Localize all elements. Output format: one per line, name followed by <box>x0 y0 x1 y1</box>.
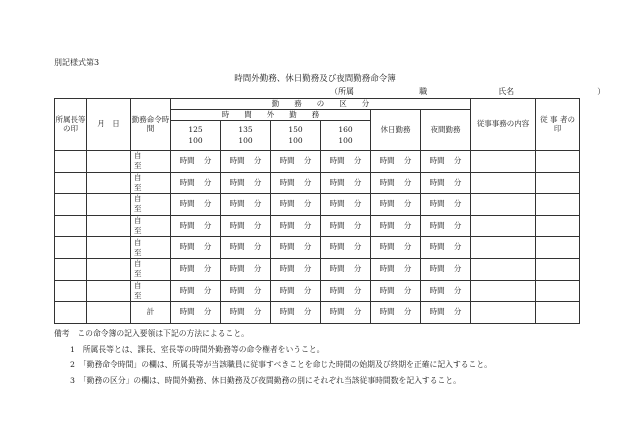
hours-minutes-cell[interactable] <box>421 280 471 302</box>
order-time-cell[interactable] <box>131 258 171 280</box>
hour-unit: 時間 <box>429 199 445 209</box>
to-label: 至 <box>134 290 142 300</box>
minute-unit: 分 <box>353 177 362 187</box>
hours-minutes-cell[interactable] <box>171 151 221 173</box>
minute-unit: 分 <box>403 242 412 252</box>
night-work-header: 夜間勤務 <box>421 110 471 151</box>
hours-minutes-cell[interactable] <box>421 151 471 173</box>
hours-minutes-cell[interactable] <box>321 215 371 237</box>
notes-section <box>54 326 492 388</box>
hours-minutes-cell[interactable] <box>421 237 471 259</box>
work-content-cell[interactable] <box>471 258 536 280</box>
hour-unit: 時間 <box>379 307 395 317</box>
minute-unit: 分 <box>453 220 462 230</box>
worker-seal-cell[interactable] <box>536 280 580 302</box>
chief-seal-header: 所属長等の印 <box>55 99 87 151</box>
hour-unit: 時間 <box>179 242 195 252</box>
hour-unit: 時間 <box>279 177 295 187</box>
minute-unit: 分 <box>403 220 412 230</box>
hour-unit: 時間 <box>179 155 195 165</box>
from-label: 自 <box>134 216 142 226</box>
hours-minutes-cell[interactable] <box>221 237 271 259</box>
order-time-cell[interactable] <box>131 215 171 237</box>
rate-160-header: 160 100 <box>321 121 371 151</box>
hours-minutes-cell[interactable] <box>221 194 271 216</box>
from-label: 自 <box>134 172 142 182</box>
rate-125-header: 125 100 <box>171 121 221 151</box>
hour-unit: 時間 <box>429 220 445 230</box>
hours-minutes-cell[interactable] <box>171 280 221 302</box>
worker-seal-cell[interactable] <box>536 215 580 237</box>
from-label: 自 <box>134 259 142 269</box>
minute-unit: 分 <box>353 263 362 273</box>
hour-unit: 時間 <box>179 263 195 273</box>
hour-unit: 時間 <box>179 307 195 317</box>
minute-unit: 分 <box>303 199 312 209</box>
minute-unit: 分 <box>453 285 462 295</box>
note-item-3: 3 「勤務の区分」の欄は、時間外勤務、休日勤務及び夜間勤務の別にそれぞれ当該従事時間数を記入すること。 <box>70 375 461 385</box>
note-item-1: 1 所属長等とは、課長、室長等の時間外勤務等の命令権者をいうこと。 <box>70 344 325 354</box>
minute-unit: 分 <box>203 285 212 295</box>
hour-unit: 時間 <box>179 199 195 209</box>
hour-unit: 時間 <box>329 307 345 317</box>
hours-minutes-cell[interactable] <box>371 215 421 237</box>
minute-unit: 分 <box>303 263 312 273</box>
hours-minutes-cell[interactable] <box>171 172 221 194</box>
hours-minutes-cell[interactable] <box>421 194 471 216</box>
hours-minutes-cell[interactable] <box>321 280 371 302</box>
hour-unit: 時間 <box>329 285 345 295</box>
worker-seal-cell[interactable] <box>536 151 580 173</box>
minute-unit: 分 <box>403 285 412 295</box>
hours-minutes-cell[interactable] <box>271 258 321 280</box>
minute-unit: 分 <box>203 177 212 187</box>
order-time-cell[interactable] <box>131 151 171 173</box>
hours-minutes-cell[interactable] <box>421 302 471 324</box>
work-content-cell[interactable] <box>471 172 536 194</box>
hours-minutes-cell[interactable] <box>321 151 371 173</box>
hours-minutes-cell[interactable] <box>271 237 321 259</box>
hours-minutes-cell[interactable] <box>371 258 421 280</box>
table-row <box>55 258 580 280</box>
hours-minutes-cell[interactable] <box>321 258 371 280</box>
hour-unit: 時間 <box>329 242 345 252</box>
form-number-label: 別記様式第3 <box>54 58 100 67</box>
chief-seal-cell[interactable] <box>55 280 87 302</box>
minute-unit: 分 <box>403 155 412 165</box>
hour-unit: 時間 <box>379 155 395 165</box>
hours-minutes-cell[interactable] <box>171 302 221 324</box>
hours-minutes-cell[interactable] <box>221 280 271 302</box>
rate-150-header: 150 100 <box>271 121 321 151</box>
month-day-cell[interactable] <box>87 280 131 302</box>
hours-minutes-cell[interactable] <box>371 172 421 194</box>
hour-unit: 時間 <box>229 177 245 187</box>
hour-unit: 時間 <box>429 307 445 317</box>
affiliation-name: 氏名 <box>498 87 515 96</box>
hour-unit: 時間 <box>229 199 245 209</box>
order-time-cell[interactable] <box>131 280 171 302</box>
minute-unit: 分 <box>353 307 362 317</box>
minute-unit: 分 <box>453 177 462 187</box>
minute-unit: 分 <box>353 155 362 165</box>
to-label: 至 <box>134 247 142 257</box>
hours-minutes-cell[interactable] <box>271 194 321 216</box>
hours-minutes-cell[interactable] <box>321 172 371 194</box>
hour-unit: 時間 <box>329 220 345 230</box>
month-day-cell[interactable] <box>87 258 131 280</box>
chief-seal-cell[interactable] <box>55 258 87 280</box>
minute-unit: 分 <box>453 307 462 317</box>
minute-unit: 分 <box>353 199 362 209</box>
hours-minutes-cell[interactable] <box>421 172 471 194</box>
minute-unit: 分 <box>403 263 412 273</box>
minute-unit: 分 <box>303 307 312 317</box>
chief-seal-cell[interactable] <box>55 237 87 259</box>
from-label: 自 <box>134 280 142 290</box>
worker-seal-cell[interactable] <box>536 258 580 280</box>
table-row <box>55 215 580 237</box>
work-division-header: 勤 務 の 区 分 <box>171 99 471 110</box>
hours-minutes-cell[interactable] <box>371 237 421 259</box>
hours-minutes-cell[interactable] <box>171 237 221 259</box>
hours-minutes-cell[interactable] <box>321 194 371 216</box>
hours-minutes-cell[interactable] <box>221 172 271 194</box>
month-day-header: 月 日 <box>87 99 131 151</box>
worker-seal-cell[interactable] <box>536 237 580 259</box>
from-label: 自 <box>134 194 142 204</box>
rate-135-header: 135 100 <box>221 121 271 151</box>
month-day-cell[interactable] <box>87 215 131 237</box>
minute-unit: 分 <box>453 199 462 209</box>
hours-minutes-cell[interactable] <box>221 302 271 324</box>
hour-unit: 時間 <box>379 199 395 209</box>
hour-unit: 時間 <box>379 220 395 230</box>
hour-unit: 時間 <box>429 155 445 165</box>
minute-unit: 分 <box>453 242 462 252</box>
hour-unit: 時間 <box>279 199 295 209</box>
hours-minutes-cell[interactable] <box>221 215 271 237</box>
minute-unit: 分 <box>303 220 312 230</box>
notes-head: 備考 この命令簿の記入要領は下記の方法によること。 <box>54 329 249 338</box>
hour-unit: 時間 <box>179 285 195 295</box>
minute-unit: 分 <box>353 285 362 295</box>
minute-unit: 分 <box>253 285 262 295</box>
hours-minutes-cell[interactable] <box>371 280 421 302</box>
hour-unit: 時間 <box>329 199 345 209</box>
hour-unit: 時間 <box>329 263 345 273</box>
hour-unit: 時間 <box>379 263 395 273</box>
hour-unit: 時間 <box>379 177 395 187</box>
hour-unit: 時間 <box>279 242 295 252</box>
hour-unit: 時間 <box>179 220 195 230</box>
hour-unit: 時間 <box>279 155 295 165</box>
total-chief-seal-cell[interactable] <box>55 302 87 324</box>
total-month-day-cell[interactable] <box>87 302 131 324</box>
work-content-cell[interactable] <box>471 237 536 259</box>
to-label: 至 <box>134 182 142 192</box>
hour-unit: 時間 <box>229 307 245 317</box>
hours-minutes-cell[interactable] <box>421 215 471 237</box>
hour-unit: 時間 <box>229 155 245 165</box>
minute-unit: 分 <box>203 199 212 209</box>
minute-unit: 分 <box>203 242 212 252</box>
minute-unit: 分 <box>253 177 262 187</box>
holiday-work-header: 休日勤務 <box>371 110 421 151</box>
hour-unit: 時間 <box>229 242 245 252</box>
minute-unit: 分 <box>253 263 262 273</box>
document-title: 時間外勤務、休日勤務及び夜間勤務命令簿 <box>234 74 396 84</box>
to-label: 至 <box>134 226 142 236</box>
total-row <box>55 302 580 324</box>
minute-unit: 分 <box>253 199 262 209</box>
hours-minutes-cell[interactable] <box>271 172 321 194</box>
chief-seal-cell[interactable] <box>55 215 87 237</box>
hours-minutes-cell[interactable] <box>371 302 421 324</box>
hour-unit: 時間 <box>229 263 245 273</box>
hours-minutes-cell[interactable] <box>221 151 271 173</box>
minute-unit: 分 <box>203 155 212 165</box>
minute-unit: 分 <box>403 177 412 187</box>
hour-unit: 時間 <box>429 177 445 187</box>
minute-unit: 分 <box>203 263 212 273</box>
minute-unit: 分 <box>453 155 462 165</box>
hour-unit: 時間 <box>229 220 245 230</box>
order-time-cell[interactable] <box>131 194 171 216</box>
minute-unit: 分 <box>303 177 312 187</box>
hours-minutes-cell[interactable] <box>171 258 221 280</box>
affiliation-open: （所属 <box>330 87 354 96</box>
order-time-cell[interactable] <box>131 172 171 194</box>
from-label: 自 <box>134 151 142 161</box>
minute-unit: 分 <box>253 155 262 165</box>
order-time-header: 勤務命令時 間 <box>131 99 171 151</box>
affiliation-line <box>330 86 605 97</box>
work-content-cell[interactable] <box>471 151 536 173</box>
minute-unit: 分 <box>353 220 362 230</box>
overtime-header: 時 間 外 勤 務 <box>171 110 371 121</box>
to-label: 至 <box>134 161 142 171</box>
minute-unit: 分 <box>353 242 362 252</box>
minute-unit: 分 <box>253 220 262 230</box>
hour-unit: 時間 <box>429 242 445 252</box>
to-label: 至 <box>134 204 142 214</box>
work-content-cell[interactable] <box>471 280 536 302</box>
month-day-cell[interactable] <box>87 237 131 259</box>
overtime-order-table <box>54 98 590 324</box>
hour-unit: 時間 <box>229 285 245 295</box>
table-row <box>55 151 580 173</box>
from-label: 自 <box>134 237 142 247</box>
hour-unit: 時間 <box>279 263 295 273</box>
month-day-cell[interactable] <box>87 172 131 194</box>
month-day-cell[interactable] <box>87 151 131 173</box>
to-label: 至 <box>134 269 142 279</box>
table-row <box>55 237 580 259</box>
hours-minutes-cell[interactable] <box>371 194 421 216</box>
minute-unit: 分 <box>403 307 412 317</box>
hour-unit: 時間 <box>429 263 445 273</box>
worker-seal-cell[interactable] <box>536 194 580 216</box>
hour-unit: 時間 <box>429 285 445 295</box>
hour-unit: 時間 <box>179 177 195 187</box>
affiliation-close: ） <box>597 87 606 96</box>
chief-seal-cell[interactable] <box>55 172 87 194</box>
hour-unit: 時間 <box>379 285 395 295</box>
minute-unit: 分 <box>303 155 312 165</box>
order-time-cell[interactable] <box>131 237 171 259</box>
hour-unit: 時間 <box>279 220 295 230</box>
total-label: 計 <box>131 302 171 324</box>
total-worker-seal-cell[interactable] <box>536 302 580 324</box>
work-content-header: 従事事務の内容 <box>471 99 536 151</box>
hours-minutes-cell[interactable] <box>221 258 271 280</box>
table-row <box>55 172 580 194</box>
minute-unit: 分 <box>303 285 312 295</box>
chief-seal-cell[interactable] <box>55 151 87 173</box>
hour-unit: 時間 <box>379 242 395 252</box>
affiliation-post: 職 <box>419 87 428 96</box>
hours-minutes-cell[interactable] <box>271 302 321 324</box>
worker-seal-cell[interactable] <box>536 172 580 194</box>
minute-unit: 分 <box>203 307 212 317</box>
month-day-cell[interactable] <box>87 194 131 216</box>
hours-minutes-cell[interactable] <box>421 258 471 280</box>
hours-minutes-cell[interactable] <box>271 215 321 237</box>
hour-unit: 時間 <box>329 155 345 165</box>
minute-unit: 分 <box>253 242 262 252</box>
minute-unit: 分 <box>403 199 412 209</box>
hours-minutes-cell[interactable] <box>271 151 321 173</box>
hours-minutes-cell[interactable] <box>171 215 221 237</box>
table-row <box>55 194 580 216</box>
minute-unit: 分 <box>203 220 212 230</box>
minute-unit: 分 <box>453 263 462 273</box>
minute-unit: 分 <box>253 307 262 317</box>
total-content-cell[interactable] <box>471 302 536 324</box>
hours-minutes-cell[interactable] <box>321 302 371 324</box>
work-content-cell[interactable] <box>471 194 536 216</box>
minute-unit: 分 <box>303 242 312 252</box>
hour-unit: 時間 <box>329 177 345 187</box>
work-content-cell[interactable] <box>471 215 536 237</box>
worker-seal-header: 従 事 者の 印 <box>536 99 580 151</box>
hours-minutes-cell[interactable] <box>171 194 221 216</box>
hour-unit: 時間 <box>279 307 295 317</box>
note-item-2: 2 「勤務命令時間」の欄は、所属長等が当該職員に従事すべきことを命じた時間の始期及び終期を正確に記入すること。 <box>70 360 492 370</box>
hours-minutes-cell[interactable] <box>271 280 321 302</box>
hour-unit: 時間 <box>279 285 295 295</box>
hours-minutes-cell[interactable] <box>371 151 421 173</box>
chief-seal-cell[interactable] <box>55 194 87 216</box>
table-row <box>55 280 580 302</box>
hours-minutes-cell[interactable] <box>321 237 371 259</box>
